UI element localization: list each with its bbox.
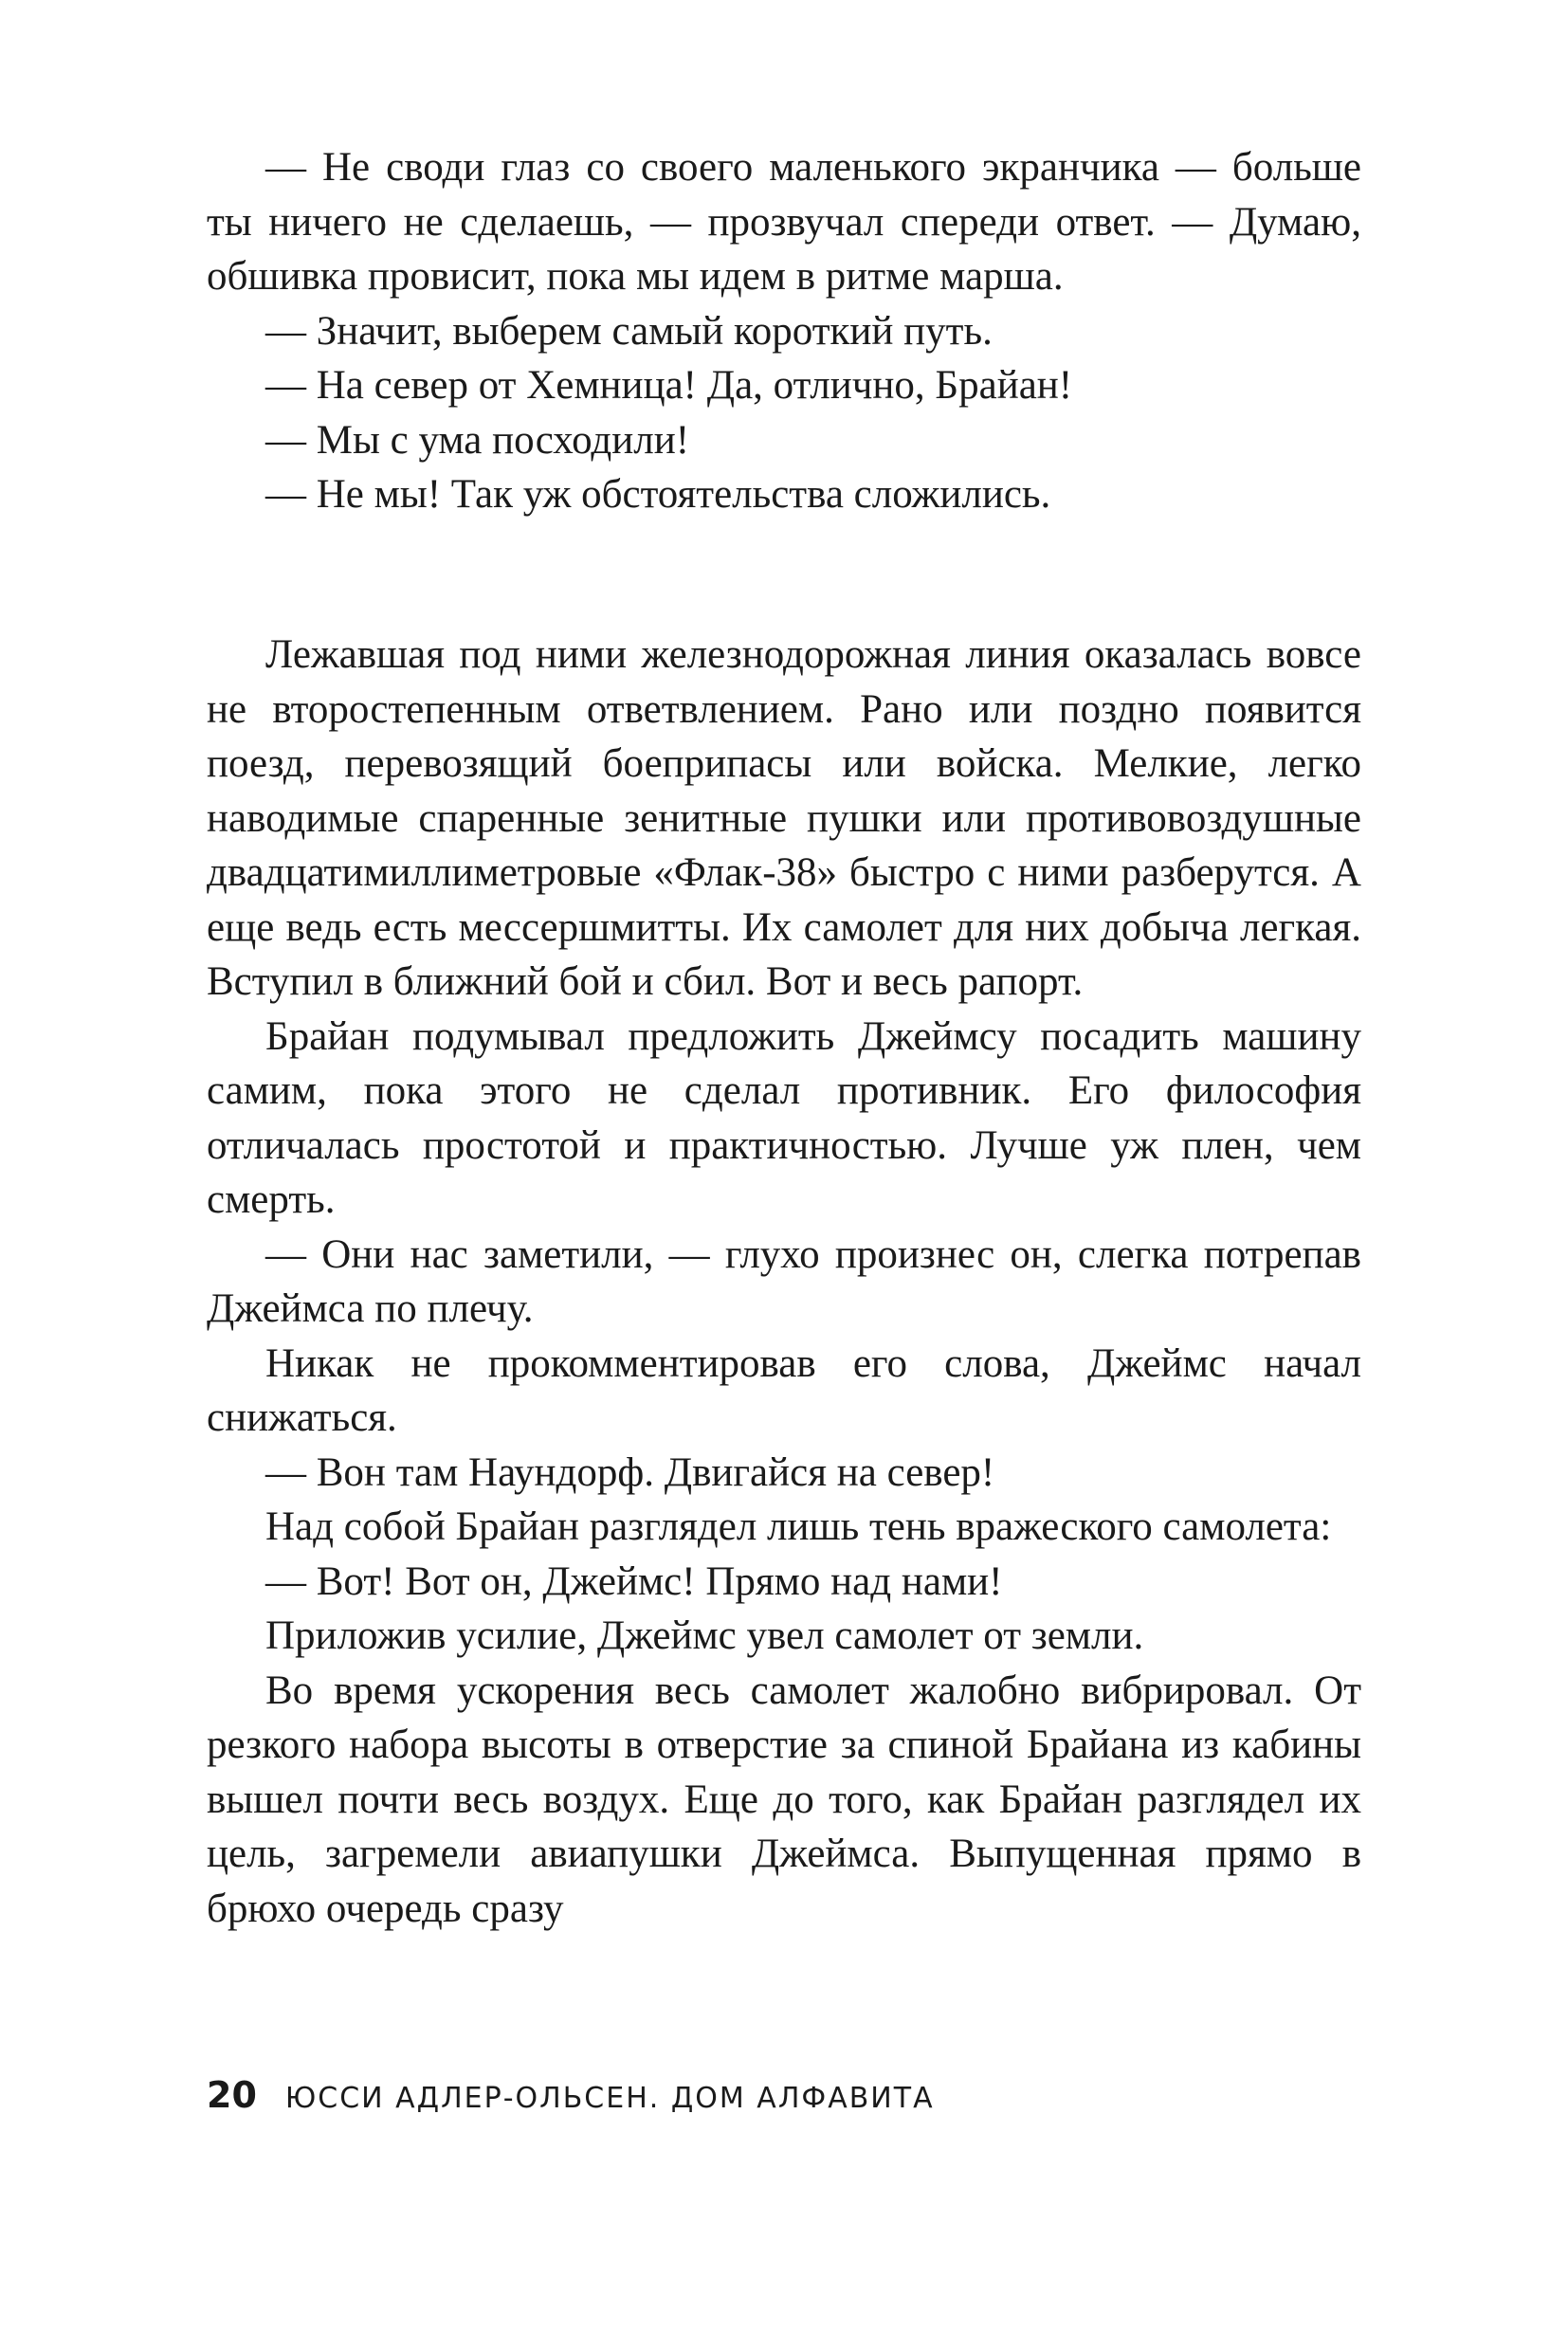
- paragraph: — Вон там Наундорф. Двигайся на север!: [265, 1449, 995, 1495]
- paragraph: — Не своди глаз со своего маленького экранчика — больше ты ничего не сделаешь, — прозвучал спереди ответ. — Думаю, обшивка провисит, пока мы идем в ритме марша.: [207, 145, 1361, 299]
- narrative-block: [207, 628, 1361, 1936]
- paragraph: Приложив усилие, Джеймс увел самолет от земли.: [265, 1613, 1144, 1658]
- paragraph: Над собой Брайан разглядел лишь тень вражеского самолета:: [265, 1504, 1332, 1549]
- paragraph: Во время ускорения весь самолет жалобно вибрировал. От резкого набора высоты в отверстие за спиной Брайана из кабины вышел почти весь воздух. Еще до того, как Брайан разглядел их цель, загремели авиапушки Джеймса. Выпущенная прямо в брюхо очередь сразу: [207, 1668, 1361, 1931]
- running-title: ЮССИ АДЛЕР-ОЛЬСЕН. ДОМ АЛФАВИТА: [284, 2082, 935, 2115]
- paragraph: — Они нас заметили, — глухо произнес он, слегка потрепав Джеймса по плечу.: [207, 1231, 1361, 1331]
- paragraph: — Не мы! Так уж обстоятельства сложились.: [265, 472, 1051, 517]
- page-number: 20: [207, 2074, 257, 2116]
- paragraph: — Вот! Вот он, Джеймс! Прямо над нами!: [265, 1558, 1003, 1604]
- dialogue-block: [207, 140, 1361, 522]
- paragraph: — Мы с ума посходили!: [265, 417, 690, 463]
- paragraph: Брайан подумывал предложить Джеймсу посадить машину самим, пока этого не сделал противник. Его философия отличалась простотой и практичностью. Лучше уж плен, чем смерть.: [207, 1013, 1361, 1222]
- paragraph: Лежавшая под ними железнодорожная линия оказалась вовсе не второстепенным ответвлением. Рано или поздно появится поезд, перевозящий боеприпасы или войска. Мелкие, легко наводимые спаренные зенитные пушки или противовоздушные двадцатимиллиметровые «Флак-38» быстро с ними разберутся. А еще ведь есть мессершмитты. Их самолет для них добыча легкая. Вступил в ближний бой и сбил. Вот и весь рапорт.: [207, 632, 1361, 1004]
- paragraph: — Значит, выберем самый короткий путь.: [265, 308, 993, 354]
- paragraph: — На север от Хемница! Да, отлично, Брайан!: [265, 363, 1073, 408]
- paragraph: Никак не прокомментировав его слова, Джеймс начал снижаться.: [207, 1340, 1361, 1440]
- page-footer: [207, 2074, 935, 2116]
